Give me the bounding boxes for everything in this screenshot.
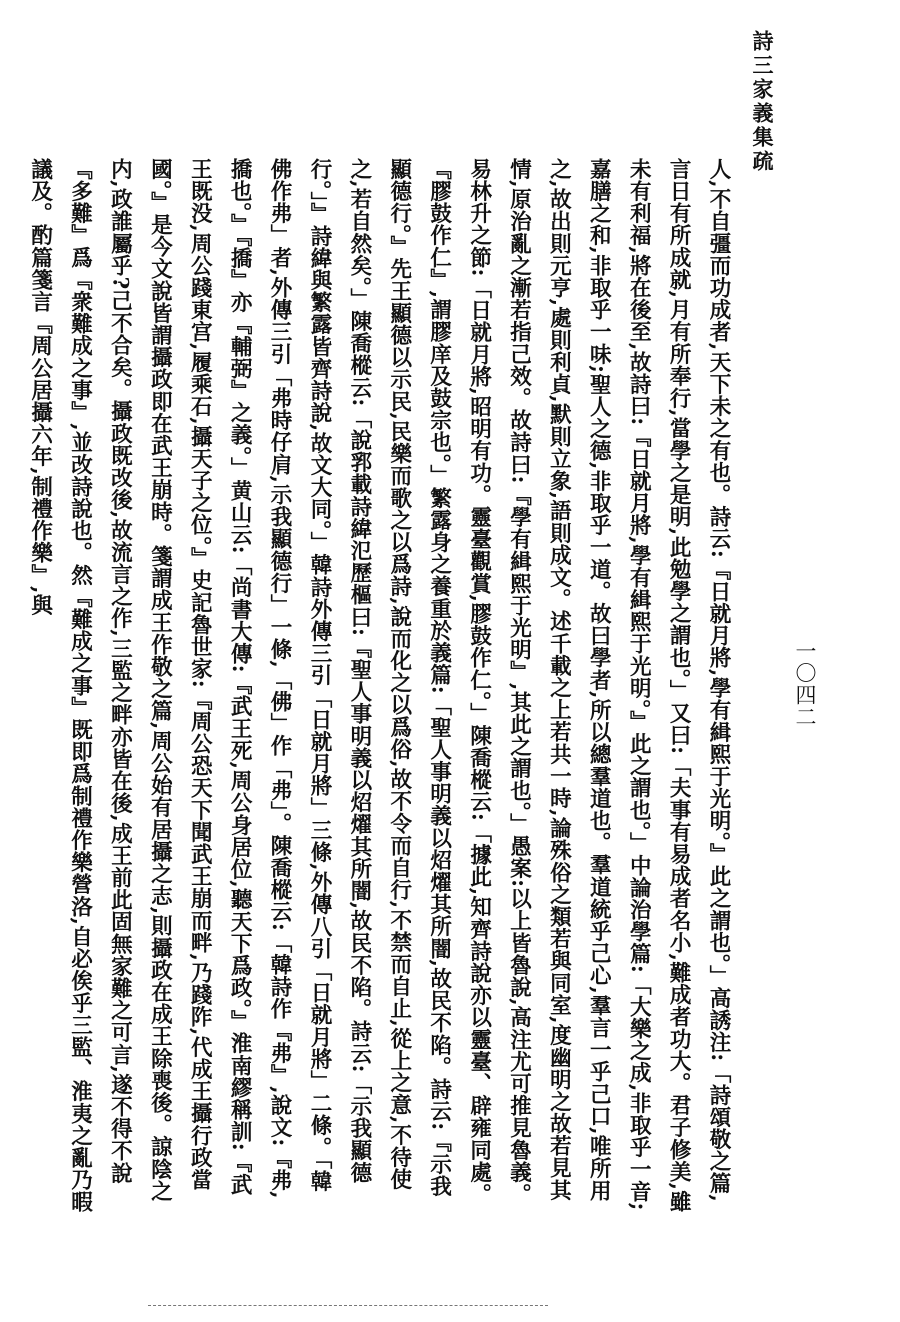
scan-edge-line — [148, 1305, 548, 1306]
commentary-paragraph: 人,不自彊而功成者,天下未之有也。詩云:『日就月將,學有緝熙于光明。』此之謂也。」高誘注:「詩頌敬之篇,言日有所成就,月有所奉行,當學之是明,此勉學之謂也。」又曰:「夫事有易成者名小,難成者功大。君子修美,雖未有利福,將在後至,故詩曰:『日就月將,學有緝熙于光明。』此之謂也。」中論治學篇:「大樂之成,非取乎一音;嘉膳之和,非取乎一味;聖人之德,非取乎一道。故曰學者,所以總羣道也。羣道統乎己心,羣言一乎己口,唯所用之,故出則元亨,處則利貞,默則立象,語則成文。述千載之上若共一時,論殊俗之類若與同室,度幽明之故若見其情,原治亂之漸若指己效。故詩曰:『學有緝熙于光明』,其此之謂也。」愚案:以上皆魯說,高注尤可推見魯義。易林升之節:「日就月將,昭明有功。靈臺觀賞,膠鼓作仁。」陳喬樅云:「據此,知齊詩說亦以靈臺、辟雍同處。『膠鼓作仁』,謂膠庠及鼓宗也。」繁露身之養重於義篇:「聖人事明義以炤燿其所闇,故民不陷。詩云:『示我顯德行。』先王顯德以示民,民樂而歌之以爲詩,說而化之以爲俗,故不令而自行,不禁而自止,從上之意,不待使之,若自然矣。」陳喬樅云:「說郛載詩緯氾歷樞曰:『聖人事明義以炤燿其所闇,故民不陷。詩云:「示我顯德行。」』詩緯與繁露皆齊詩說,故文大同。」韓詩外傳三引「日就月將」三條,外傳八引「日就月將」二條。「韓佛作弗」者,外傳三引「弗時仔肩,示我顯德行」一條,「佛」作「弗」。陳喬樅云:「韓詩作『弗』,說文:『弗,撟也。』『撟』亦『輔弼』之義。」黄山云:「尚書大傳:『武王死,周公身居位,聽天下爲政。』淮南繆稱訓:『武王既没,周公踐東宫,履乘石,攝天子之位。』史記魯世家:『周公恐天下聞武王崩而畔,乃踐阼,代成王攝行政當國。』是今文說皆謂攝政即在武王崩時。箋謂成王作敬之篇,周公始有居攝之志,則攝政在成王除喪後。諒陰之内,政誰屬乎?己不合矣。攝政既改後,故流言之作,三監之畔亦皆在後,成王前此固無家難之可言,遂不得不說『多難』爲『衆難成之事』,並改詩說也。然『難成之事』既即爲制禮作樂營洛,自必俟乎三監、淮夷之亂乃暇議及。酌篇箋言『周公居攝六年,制禮作樂』,與 — [27, 158, 731, 1213]
commentary-text — [27, 158, 738, 1214]
running-title: 詩三家義集疏 — [750, 30, 775, 174]
page-number: 一〇四二 — [793, 640, 817, 728]
page-body — [27, 158, 738, 1214]
